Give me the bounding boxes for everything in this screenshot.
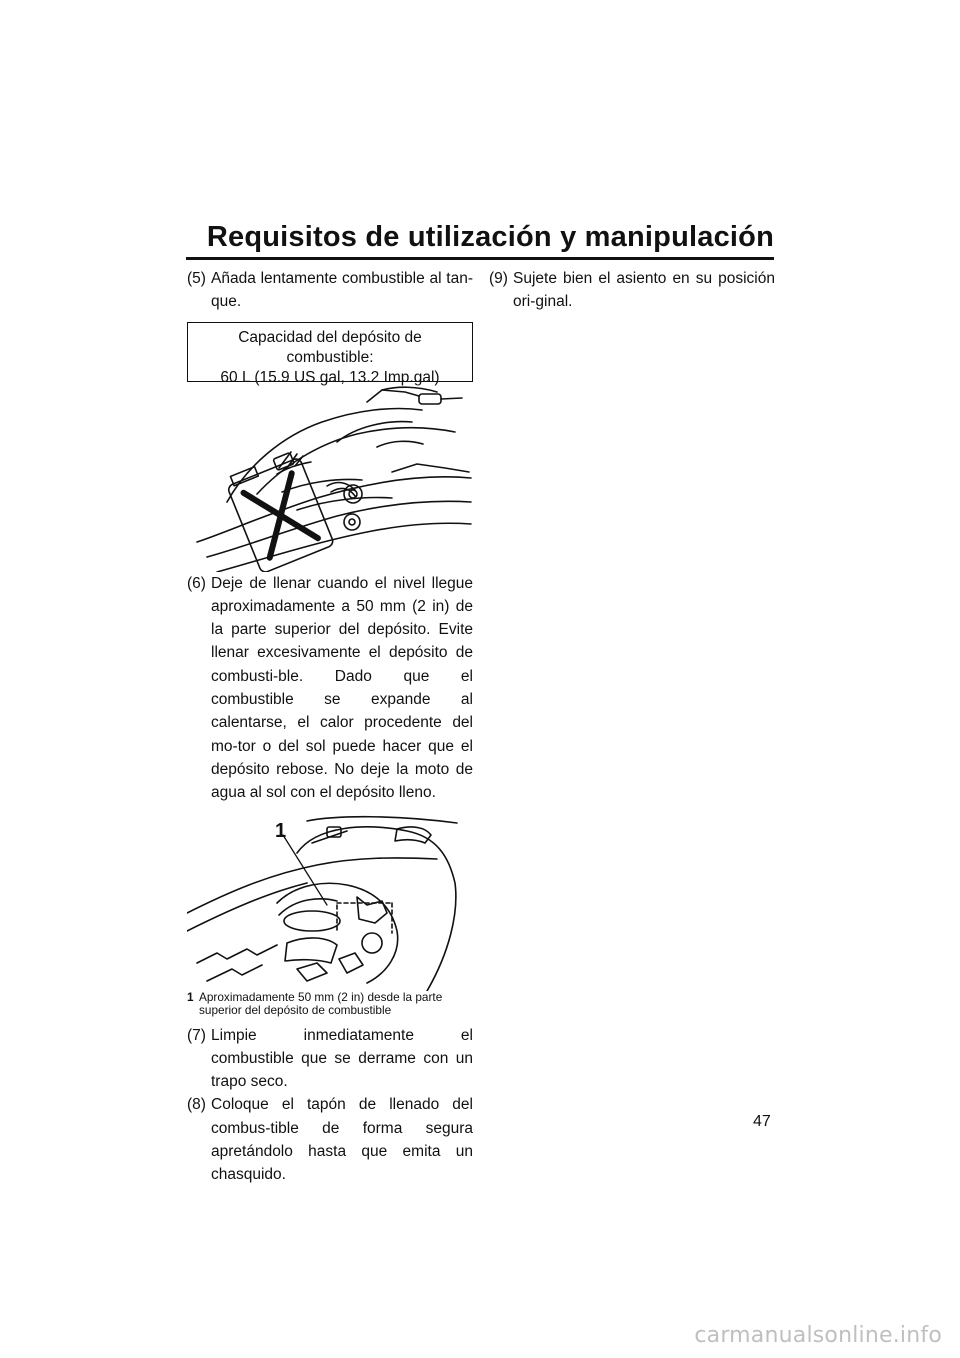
step-text: Deje de llenar cuando el nivel llegue aproximadamente a 50 mm (2 in) de la parte superior del depósito. Evite llenar excesivamente el depósito de combusti-ble. Dado que el combustible se expande al calentarse, el calor procedente del mo-tor o del sol puede hacer que el depósito rebose. No deje la moto de agua al sol con el depósito lleno. [211,574,473,802]
watermark: carmanualsonline.info [694,1323,942,1348]
fuel-level-figure [187,813,473,1018]
step-7 [187,1024,473,1094]
step-number: (5) [187,270,206,287]
step-text: Sujete bien el asiento en su posición ori-ginal. [513,270,775,311]
step-8 [187,1093,473,1186]
figure-callout-1: 1 [275,819,287,842]
figure-caption [187,991,473,1018]
spec-value: 60 L (15.9 US gal, 13.2 Imp.gal) [220,368,440,386]
fuel-tank-illustration [187,813,473,991]
step-number: (9) [489,270,508,287]
step-text: Coloque el tapón de llenado del combus-tible de forma segura apretándolo hasta que emita un chasquido. [211,1096,473,1184]
step-number: (7) [187,1026,206,1044]
caption-text: Aproximadamente 50 mm (2 in) desde la parte superior del depósito de combustible [199,989,443,1018]
header-rule [186,257,774,260]
right-column [489,267,775,314]
step-6 [187,572,473,805]
spec-label: Capacidad del depósito de combustible: [238,328,422,366]
page-title: Requisitos de utilización y manipulación [206,221,774,253]
refuel-illustration [187,382,473,572]
step-number: (6) [187,574,206,592]
left-column [187,267,473,1187]
step-9 [489,267,775,314]
step-text: Añada lentamente combustible al tan-que. [211,270,473,311]
step-5 [187,267,473,314]
fuel-capacity-box [187,322,473,386]
page-number: 47 [753,1113,771,1130]
step-number: (8) [187,1096,206,1114]
caption-number: 1 [187,989,194,1004]
step-text: Limpie inmediatamente el combustible que se derrame con un trapo seco. [211,1026,473,1091]
